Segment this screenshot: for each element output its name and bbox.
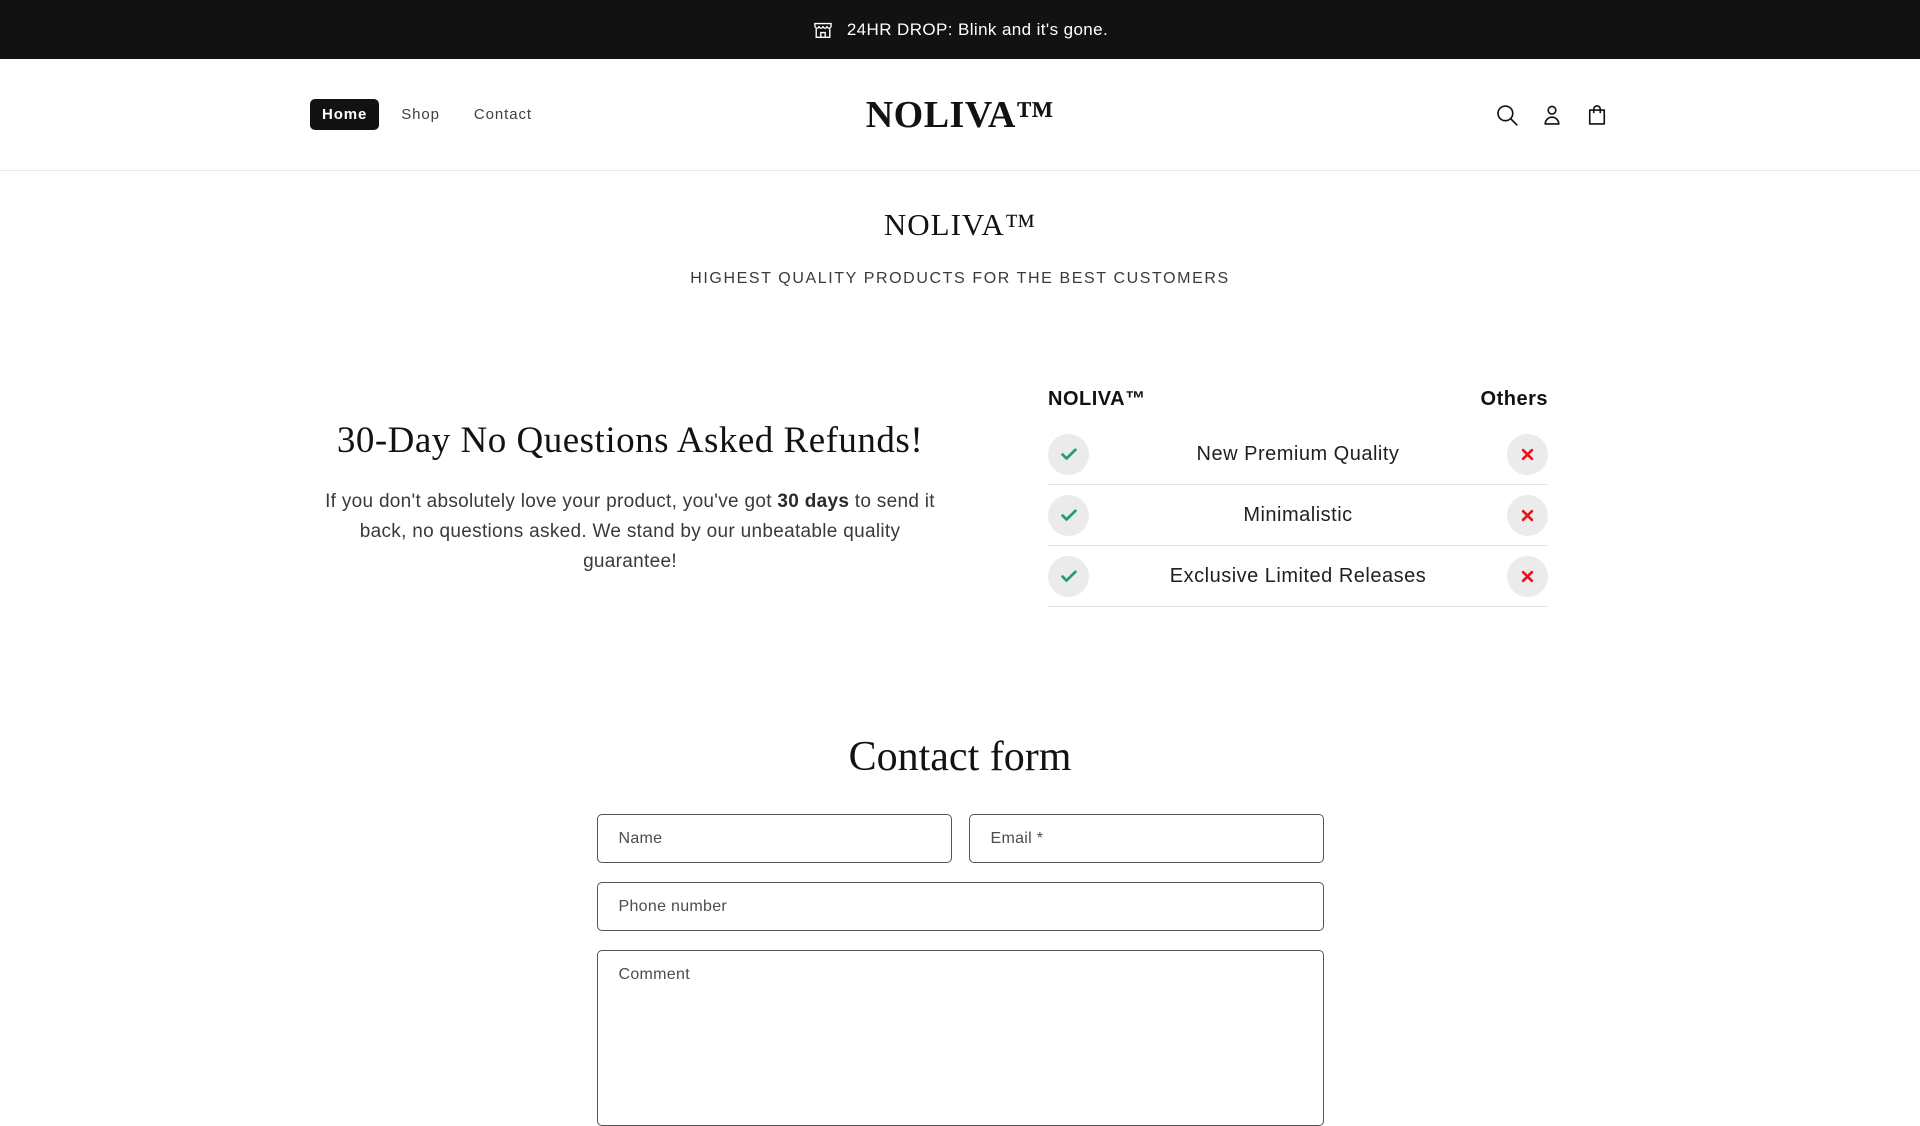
contact-form-section [0, 733, 1920, 1126]
refunds-heading: 30-Day No Questions Asked Refunds! [336, 419, 924, 461]
main-nav [310, 99, 866, 130]
cross-icon [1507, 434, 1548, 475]
table-row-label: Exclusive Limited Releases [1169, 564, 1427, 587]
account-icon[interactable] [1539, 102, 1565, 128]
page-title: NOLIVA™ [883, 207, 1037, 242]
hero-subtitle: HIGHEST QUALITY PRODUCTS FOR THE BEST CUSTOMERS [690, 270, 1230, 287]
contact-form-heading: Contact form [848, 734, 1072, 780]
comment-field[interactable] [597, 950, 1324, 1126]
refunds-body-bold: 30 days [777, 490, 850, 512]
refunds-block [310, 419, 950, 577]
site-header [0, 59, 1920, 171]
nav-item-shop[interactable]: Shop [401, 106, 440, 123]
table-row [1048, 546, 1548, 607]
announcement-bar [0, 0, 1920, 59]
email-field[interactable] [969, 814, 1324, 863]
table-row-label: New Premium Quality [1196, 442, 1400, 465]
contact-form [597, 814, 1324, 1126]
storefront-icon [812, 19, 834, 41]
comparison-others-header: Others [1480, 388, 1548, 410]
search-icon[interactable] [1494, 102, 1520, 128]
refunds-body-before: If you don't absolutely love your product, you've got [325, 490, 778, 512]
check-icon [1048, 434, 1089, 475]
comparison-table-header [1048, 388, 1548, 424]
nav-item-contact[interactable]: Contact [473, 106, 532, 123]
phone-field[interactable] [597, 882, 1324, 931]
cross-icon [1507, 556, 1548, 597]
site-logo[interactable]: NOLIVA™ [865, 93, 1055, 136]
comparison-table [1048, 388, 1548, 607]
comparison-brand-header: NOLIVA™ [1048, 388, 1146, 410]
header-actions [1054, 102, 1610, 128]
cross-icon [1507, 495, 1548, 536]
announcement-text: 24HR DROP: Blink and it's gone. [846, 19, 1109, 39]
refunds-body-after: to send it back, no questions asked. We stand by our unbeatable quality guarantee! [359, 490, 935, 572]
hero-section [0, 171, 1920, 288]
nav-item-home[interactable]: Home [310, 99, 379, 130]
table-row [1048, 424, 1548, 485]
check-icon [1048, 556, 1089, 597]
cart-icon[interactable] [1584, 102, 1610, 128]
table-row-label: Minimalistic [1243, 503, 1353, 526]
refunds-body [321, 487, 939, 577]
table-row [1048, 485, 1548, 546]
name-field[interactable] [597, 814, 952, 863]
comparison-section [310, 388, 1548, 607]
check-icon [1048, 495, 1089, 536]
